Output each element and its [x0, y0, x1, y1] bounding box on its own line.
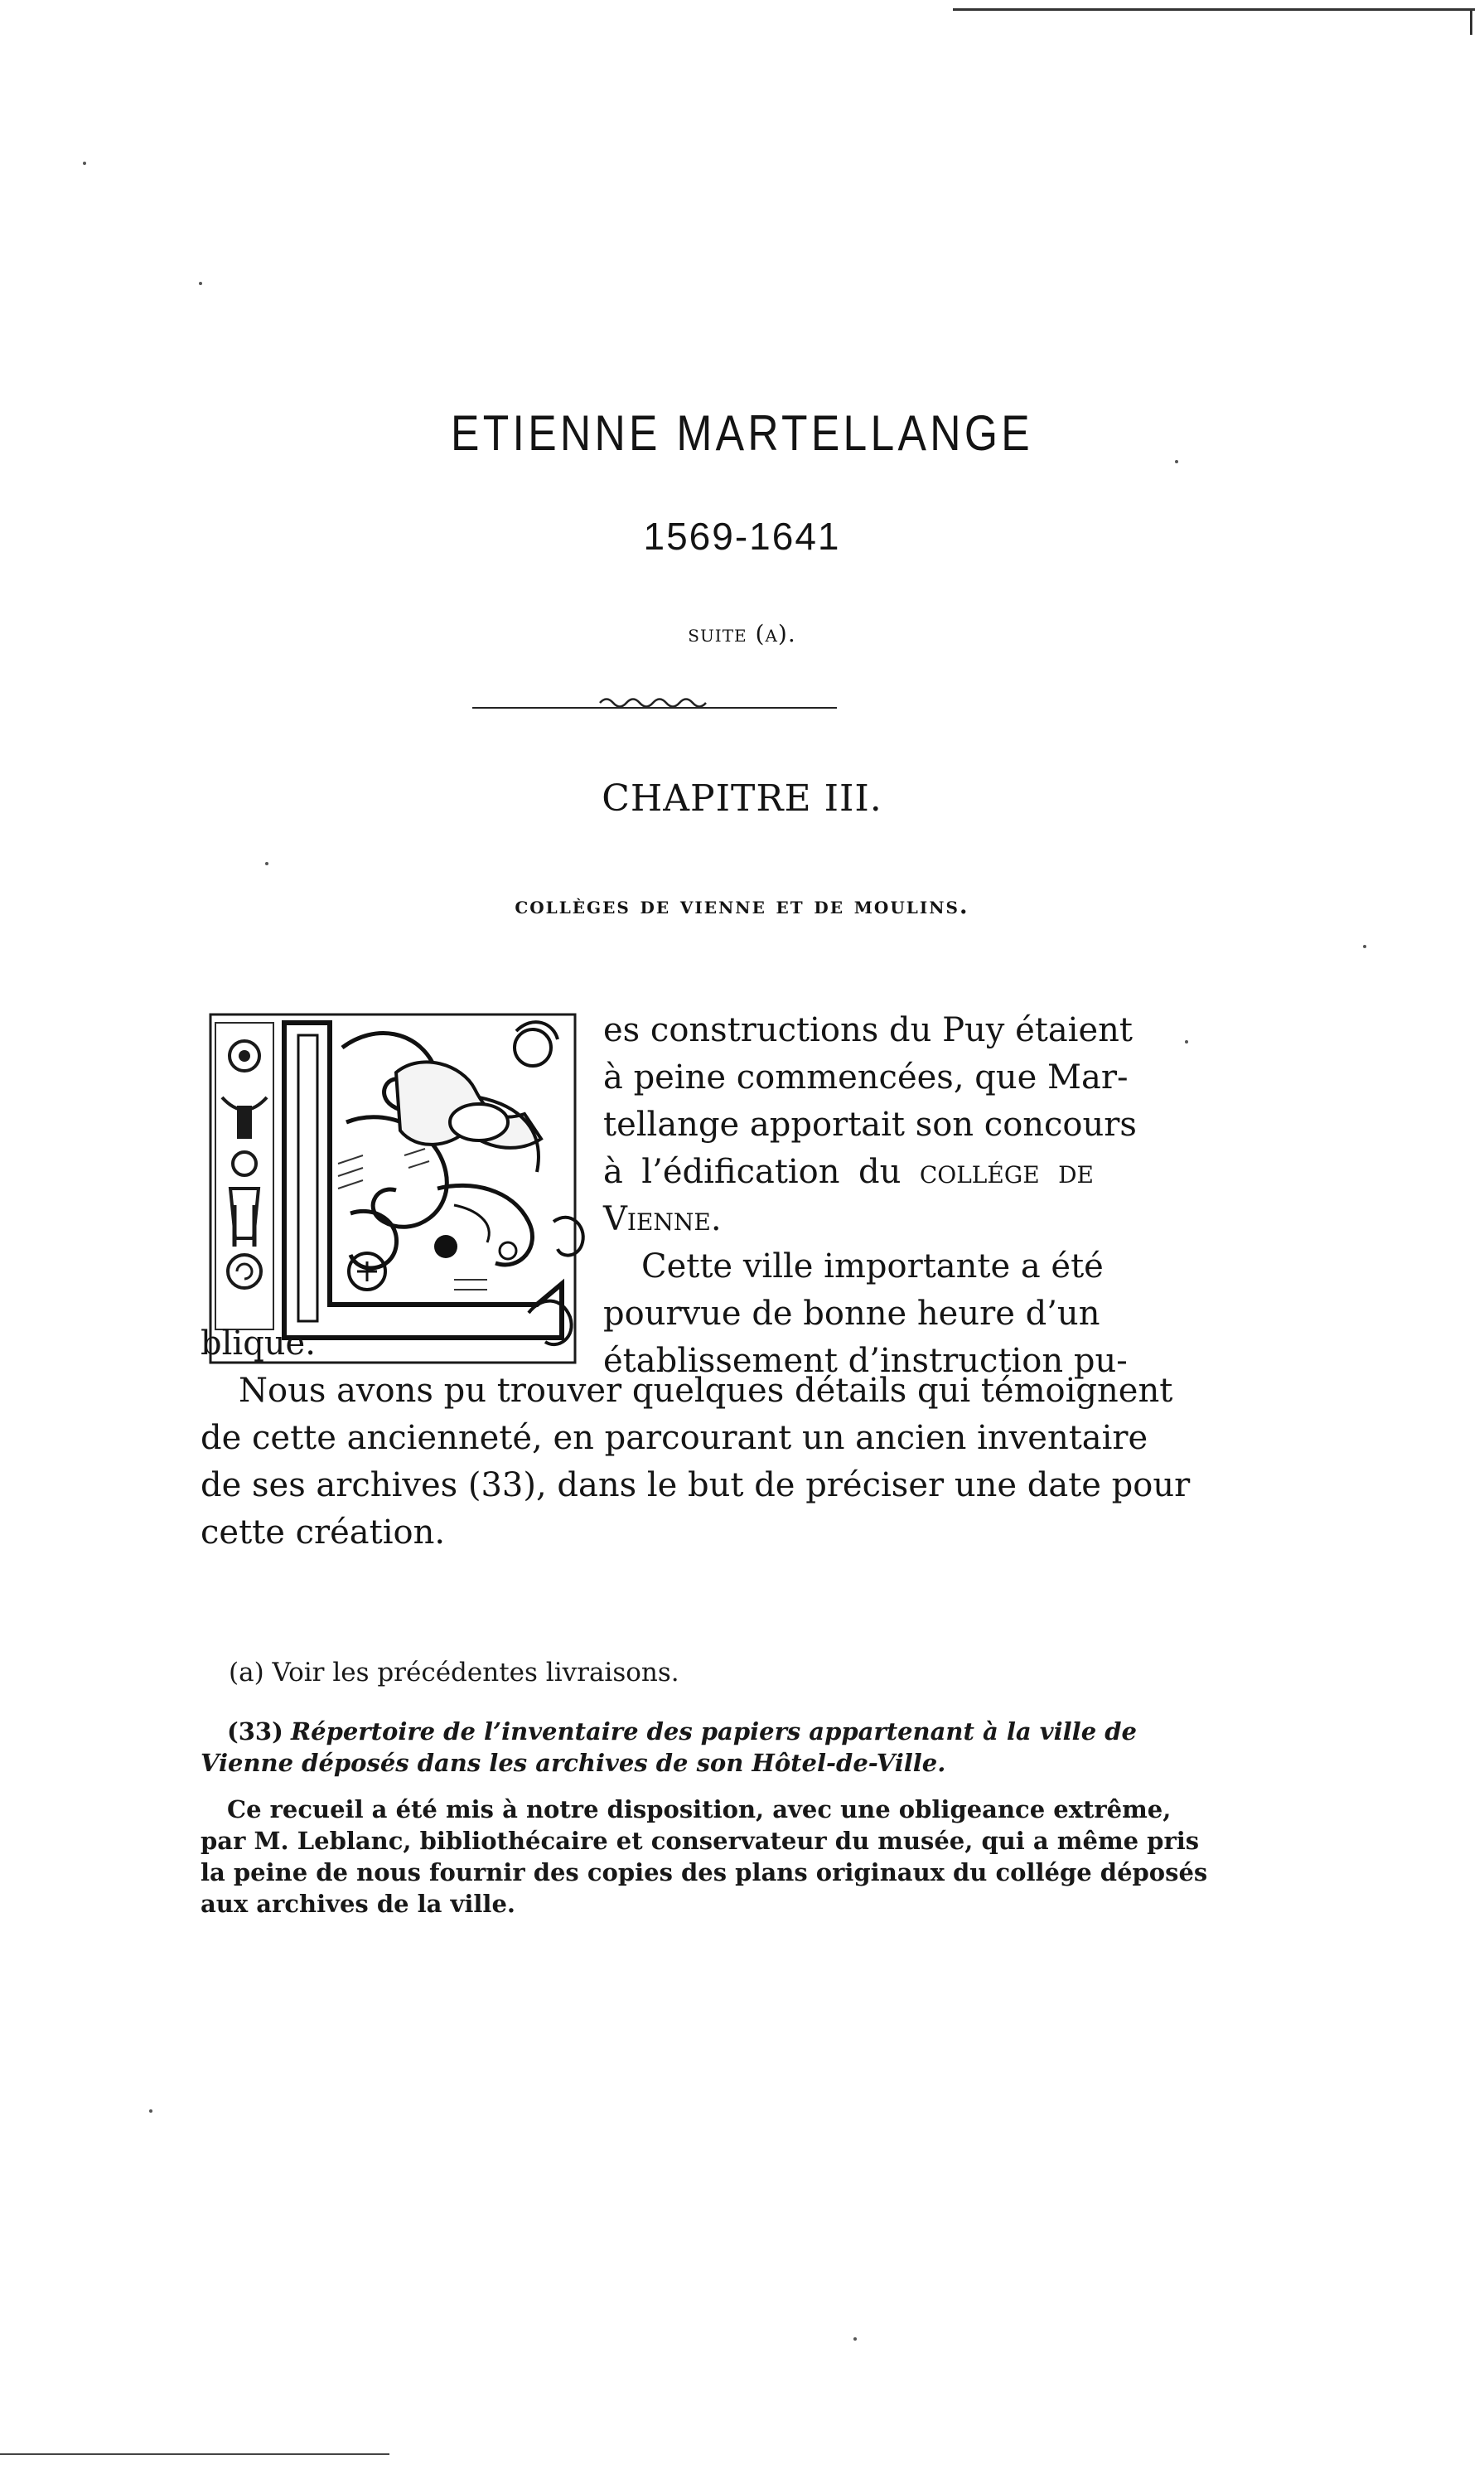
footnote-line	[201, 1716, 1137, 1747]
footnote-line: Vienne déposés dans les archives de son Hôtel-de-Ville.	[201, 1749, 946, 1777]
text-fragment: à l’édification du	[603, 1153, 902, 1191]
footnote-a: (a) Voir les précédentes livraisons.	[229, 1658, 679, 1687]
scan-speck	[1185, 1040, 1188, 1043]
text-line	[603, 1149, 1094, 1196]
footnote-line: Ce recueil a été mis à notre disposition, avec une obligeance extrême,	[227, 1795, 1172, 1823]
text-line: pourvue de bonne heure d’un	[603, 1295, 1100, 1333]
college-name: collége de	[919, 1153, 1094, 1191]
rule-ornament-icon	[597, 695, 713, 711]
article-dates: 1569-1641	[643, 515, 841, 558]
text-line: de cette ancienneté, en parcourant un ancien inventaire	[201, 1419, 1148, 1457]
scan-speck	[83, 162, 86, 165]
scan-speck	[265, 862, 268, 865]
footnote-line: aux archives de la ville.	[201, 1890, 515, 1918]
scan-edge-corner	[1470, 8, 1472, 35]
footnote-recueil	[201, 1794, 1208, 1920]
article-title: ETIENNE MARTELLANGE	[451, 405, 1033, 461]
scan-speck	[149, 2109, 152, 2113]
text-line: es constructions du Puy étaient	[603, 1011, 1133, 1049]
scan-edge-top	[953, 8, 1475, 11]
text-line: tellange apportait son concours	[603, 1106, 1137, 1144]
chapter-subtitle: collèges de vienne et de moulins.	[515, 892, 969, 919]
scan-edge-bottom	[0, 2453, 389, 2455]
text-line: à peine commencées, que Mar-	[603, 1058, 1129, 1097]
scan-speck	[1363, 945, 1366, 948]
text-line: de ses archives (33), dans le but de préciser une date pour	[201, 1466, 1191, 1504]
text-line: blique.	[201, 1324, 316, 1363]
text-line: cette création.	[201, 1513, 446, 1552]
chapter-heading: CHAPITRE III.	[602, 777, 882, 820]
footnote-line: par M. Leblanc, bibliothécaire et conservateur du musée, qui a même pris	[201, 1827, 1200, 1855]
text-line: Vienne.	[603, 1200, 722, 1238]
footnote-text: Répertoire de l’inventaire des papiers appartenant à la ville de	[291, 1717, 1137, 1746]
text-line: Cette ville importante a été	[641, 1247, 1104, 1286]
footnote-number: (33)	[227, 1717, 283, 1746]
scan-speck	[853, 2337, 857, 2341]
text-line: Nous avons pu trouver quelques détails qui témoignent	[239, 1372, 1173, 1410]
footnote-33	[201, 1716, 1137, 1779]
suite-label: suite (a).	[688, 620, 796, 647]
text-line: établissement d’instruction pu-	[603, 1342, 1128, 1380]
ornate-initial-l-icon	[205, 998, 593, 1373]
footnote-line: la peine de nous fournir des copies des plans originaux du collége déposés	[201, 1858, 1208, 1886]
scan-speck	[199, 282, 202, 285]
